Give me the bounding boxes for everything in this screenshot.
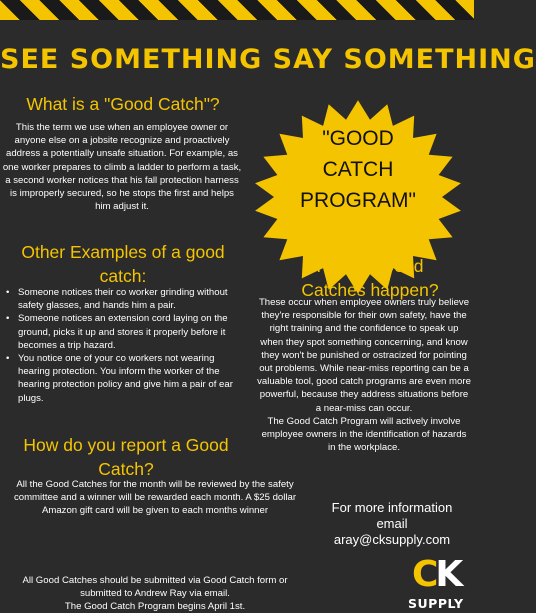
program-badge-text xyxy=(258,123,458,216)
contact-line-1: For more information xyxy=(331,500,453,515)
what-text: This the term we use when an employee owner or anyone else on a jobsite recognize and proactively address a potentially unsafe situation. For example, as one worker prepares to climb a ladder to perform a task, a second worker notices that his fall protection harness is improperly secured, so he stops the first and helps him adjust it. xyxy=(2,122,242,213)
list-item: • You notice one of your co workers not wearing hearing protection. You inform the worker of the hearing protection policy and give him a pair of ear plugs. xyxy=(4,352,244,405)
report-start-date: The Good Catch Program begins April 1st. xyxy=(64,601,246,612)
logo-word: SUPPLY xyxy=(408,596,464,611)
how-happen-paragraph-2: The Good Catch Program will actively involve employee owners in the identification of hazards in the workplace. xyxy=(261,415,467,454)
report-text-2: All Good Catches should be submitted via Good Catch form or submitted to Andrew Ray via email. xyxy=(22,575,288,600)
ck-supply-logo xyxy=(404,556,470,613)
contact-email-link[interactable]: aray@cksupply.com xyxy=(333,532,451,547)
how-happen-text xyxy=(257,296,471,454)
program-badge-line-1: "GOOD xyxy=(322,127,394,150)
contact-block xyxy=(318,500,466,548)
program-badge-line-2: CATCH xyxy=(322,158,394,181)
examples-list xyxy=(4,286,244,405)
hazard-stripe-top xyxy=(0,0,474,20)
page-headline: SEE SOMETHING SAY SOMETHING xyxy=(0,44,536,75)
examples-heading: Other Examples of a good catch: xyxy=(21,242,225,286)
list-item: • Someone notices their co worker grinding without safety glasses, and hands him a pair. xyxy=(4,286,244,312)
logo-k: K xyxy=(435,554,461,595)
report-heading: How do you report a Good Catch? xyxy=(23,435,229,479)
logo-mark xyxy=(412,556,460,594)
list-item: • Someone notices an extension cord laying on the ground, picks it up and stores it properly before it becomes a trip hazard. xyxy=(4,312,244,352)
report-text: All the Good Catches for the month will be reviewed by the safety committee and a winner will be rewarded each month. A $25 dollar Amazon gift card will be given to each months winner xyxy=(13,479,297,517)
how-happen-heading: How do Good Catches happen? xyxy=(301,256,439,300)
how-happen-paragraph: These occur when employee owners truly believe they're responsible for their own safety, have the right training and the confidence to speak up when they spot something concerning, and know they won't be punished or ostracized for pointing out problems. While near-miss reporting can be a valuable tool, good catch programs are even more powerful, because they address situations before a near-miss can occur. xyxy=(257,297,471,414)
what-heading: What is a "Good Catch"? xyxy=(26,94,220,114)
contact-line-2: email xyxy=(376,516,408,531)
program-badge-line-3: PROGRAM" xyxy=(300,189,416,212)
logo-c: C xyxy=(412,554,436,595)
